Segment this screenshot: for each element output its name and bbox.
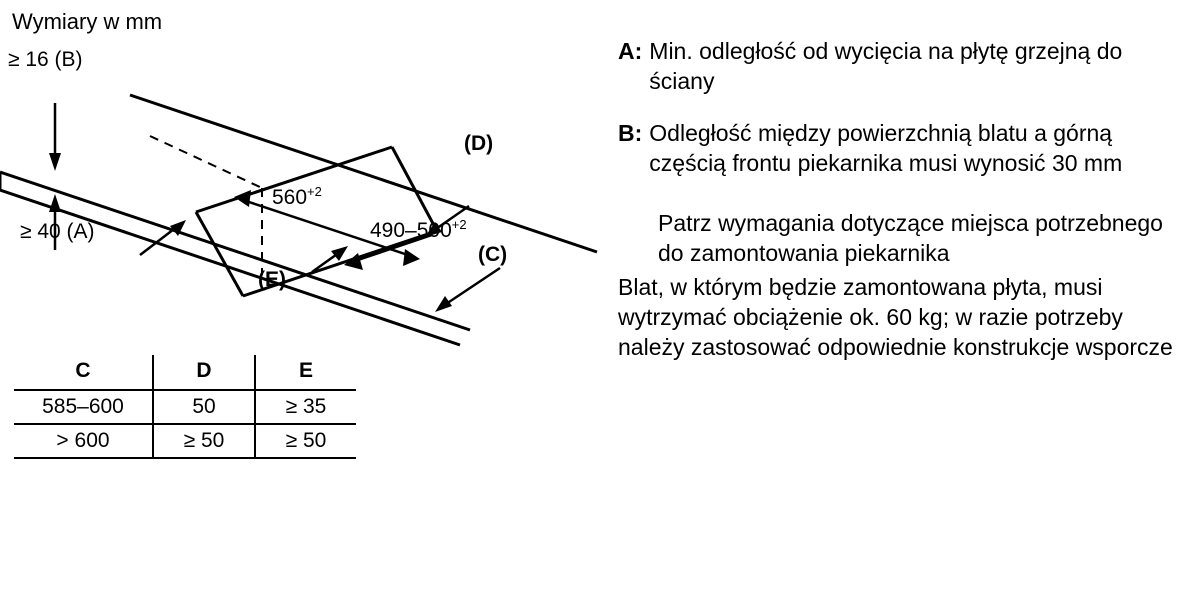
table-cell-d: ≥ 50 — [153, 424, 255, 458]
table-row — [14, 390, 356, 424]
leader-c-line — [443, 268, 500, 306]
leader-c-head — [435, 296, 452, 312]
diagram-title: Wymiary w mm — [12, 9, 163, 34]
table-cell-e: ≥ 50 — [285, 429, 327, 452]
note-load-capacity: Blat, w którym będzie zamontowana płyta, musi wytrzymać obciążenie ok. 60 kg; w razie potrzeby należy zastosować odpowiednie konstrukcje wsporcze — [618, 274, 1173, 360]
label-d: (D) — [464, 132, 494, 155]
installation-diagram — [0, 40, 600, 360]
dimension-width-value: 560 — [272, 186, 308, 209]
table-cell-e: ≥ 35 — [285, 395, 327, 418]
dimension-depth — [370, 213, 467, 243]
note-text-a: Min. odległość od wycięcia na płytę grzejną do ściany — [649, 38, 1123, 94]
table-head — [14, 355, 356, 390]
note-item-b — [618, 118, 1178, 178]
dimensions-table — [14, 355, 356, 459]
dimension-width — [272, 180, 322, 210]
leader-e-head — [331, 246, 348, 261]
dimension-depth-value: 490–500 — [370, 219, 452, 242]
table-cell-c: 585–600 — [14, 390, 153, 424]
wall-line — [130, 95, 597, 252]
table-header-c: C — [14, 355, 153, 390]
label-e: (E) — [258, 268, 286, 291]
note-text-b: Odległość między powierzchnią blatu a górną częścią frontu piekarnika musi wynosić 30 mm — [649, 120, 1123, 176]
label-c: (C) — [478, 243, 508, 266]
label-b: ≥ 16 (B) — [8, 48, 83, 71]
table-body — [14, 390, 356, 458]
dim-560-head-right — [403, 249, 420, 266]
note-item-a — [618, 36, 1178, 96]
label-a: ≥ 40 (A) — [20, 220, 95, 243]
note-key-a: A: — [618, 38, 643, 64]
dim-arrow-b-head — [49, 153, 61, 171]
table-row — [14, 424, 356, 458]
notes-panel — [618, 36, 1178, 362]
cutout-edge-left — [196, 212, 243, 296]
table-cell-c: > 600 — [14, 424, 153, 458]
dim-560-head-left — [234, 190, 251, 207]
dim-arrow-a-head — [49, 194, 61, 212]
hidden-line-1 — [150, 136, 262, 188]
note-oven-reference: Patrz wymagania dotyczące miejsca potrzebnego do zamontowania piekarnika — [658, 210, 1163, 266]
table-header-e: E — [298, 359, 313, 382]
table-header-d: D — [153, 355, 255, 390]
dimension-width-tolerance: +2 — [307, 184, 322, 199]
table-cell-d: 50 — [153, 390, 255, 424]
note-key-b: B: — [618, 120, 643, 146]
table-header-row — [14, 355, 356, 390]
dimension-depth-tolerance: +2 — [451, 217, 467, 232]
